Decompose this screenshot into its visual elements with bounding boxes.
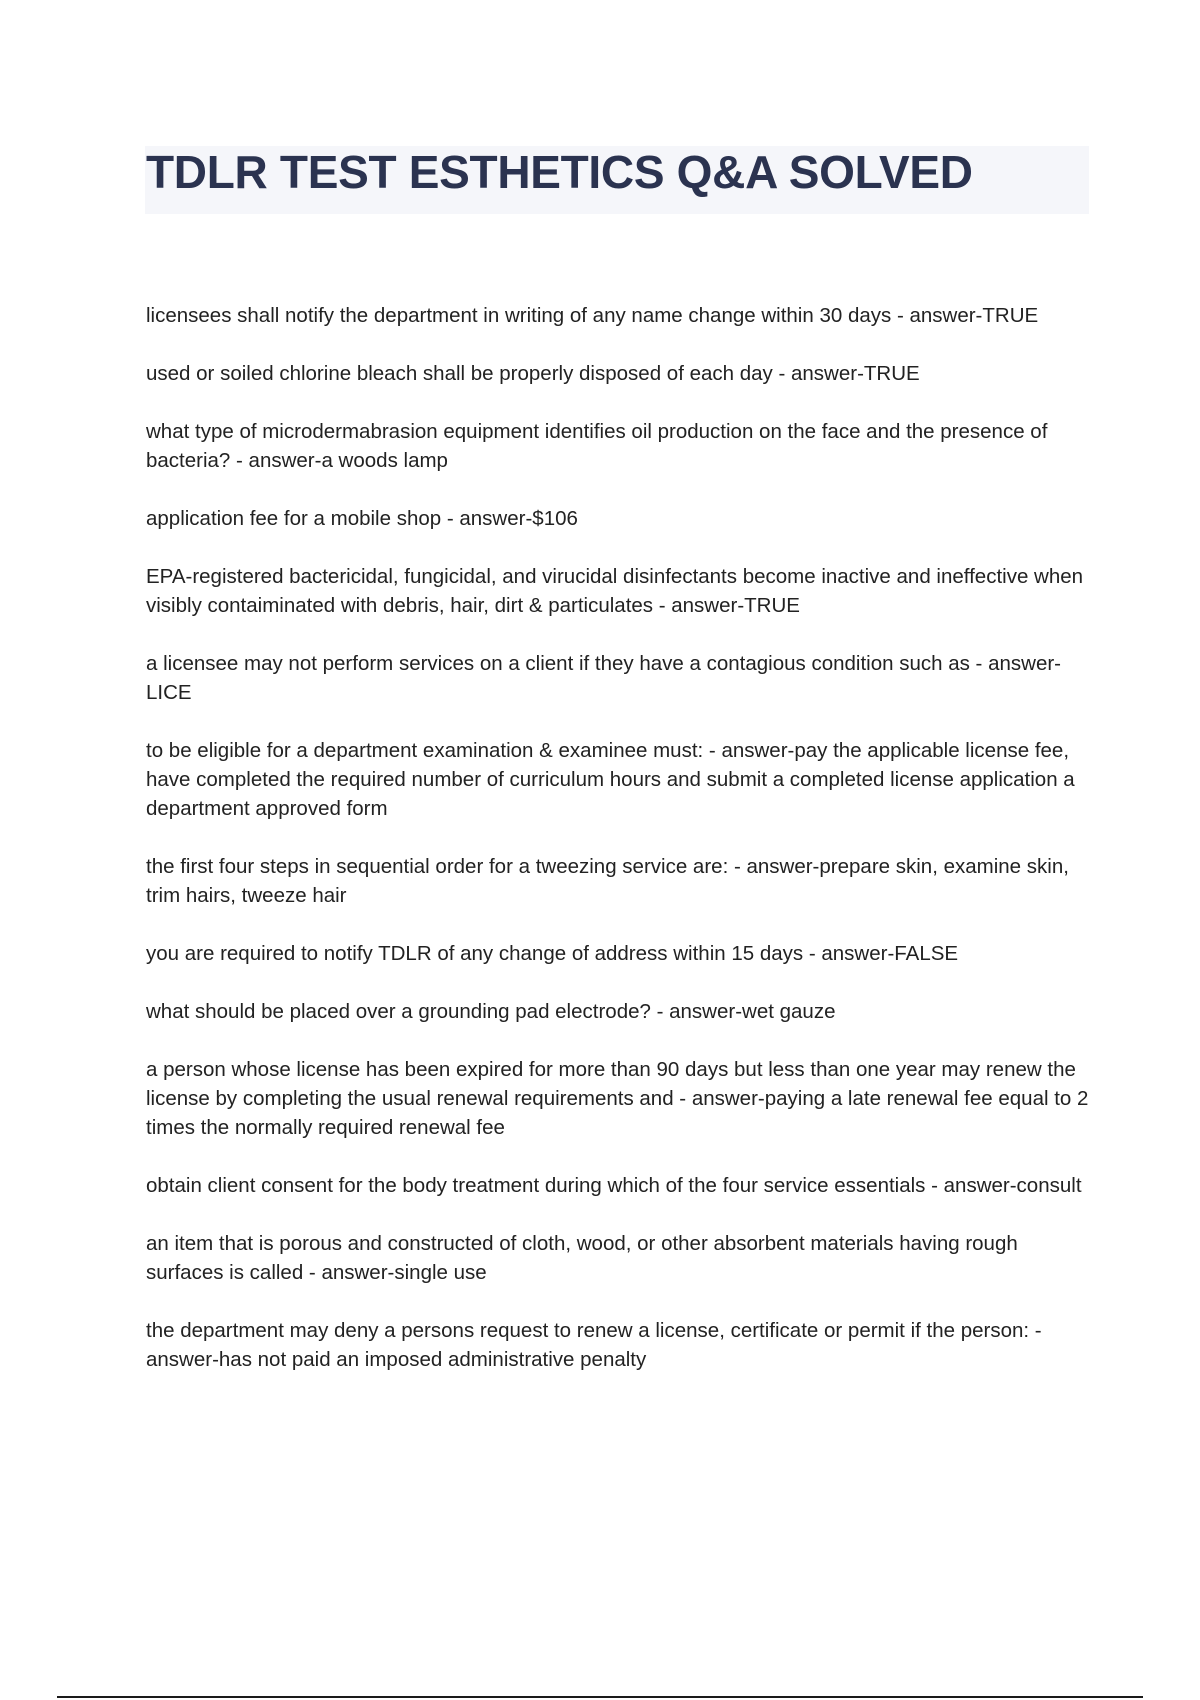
qa-item: a person whose license has been expired for more than 90 days but less than one year may renew the license by completing the usual renewal requirements and - answer-paying a late renewal fee equal to 2 times the normally required renewal fee xyxy=(146,1058,1089,1139)
qa-item: you are required to notify TDLR of any change of address within 15 days - answer-FALSE xyxy=(146,942,959,965)
qa-item: what should be placed over a grounding pad electrode? - answer-wet gauze xyxy=(146,1000,836,1023)
qa-item: obtain client consent for the body treatment during which of the four service essentials - answer-consult xyxy=(146,1174,1082,1197)
qa-item: licensees shall notify the department in writing of any name change within 30 days - answer-TRUE xyxy=(146,304,1039,327)
qa-item: the department may deny a persons request to renew a license, certificate or permit if the person: - answer-has not paid an imposed administrative penalty xyxy=(146,1319,1042,1371)
qa-item: application fee for a mobile shop - answer-$106 xyxy=(146,507,578,530)
qa-item: to be eligible for a department examination & examinee must: - answer-pay the applicable license fee, have completed the required number of curriculum hours and submit a completed license application a department approved form xyxy=(146,739,1075,820)
footer-rule xyxy=(57,1696,1143,1698)
qa-item: an item that is porous and constructed of cloth, wood, or other absorbent materials having rough surfaces is called - answer-single use xyxy=(146,1232,1018,1284)
document-title: TDLR TEST ESTHETICS Q&A SOLVED xyxy=(146,146,973,198)
qa-item: what type of microdermabrasion equipment identifies oil production on the face and the presence of bacteria? - answer-a woods lamp xyxy=(146,420,1048,472)
qa-item: the first four steps in sequential order for a tweezing service are: - answer-prepare skin, examine skin, trim hairs, tweeze hair xyxy=(146,855,1069,907)
qa-item: used or soiled chlorine bleach shall be properly disposed of each day - answer-TRUE xyxy=(146,362,920,385)
qa-item: a licensee may not perform services on a client if they have a contagious condition such as - answer-LICE xyxy=(146,652,1061,704)
qa-list xyxy=(146,301,1096,1403)
qa-item: EPA-registered bactericidal, fungicidal, and virucidal disinfectants become inactive and ineffective when visibly contaiminated with debris, hair, dirt & particulates - answer-TRUE xyxy=(146,565,1084,617)
